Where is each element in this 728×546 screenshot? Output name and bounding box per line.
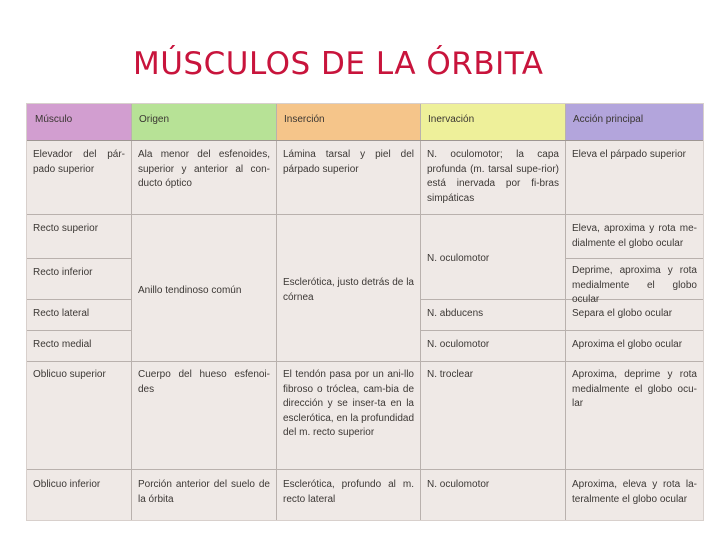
muscles-table [27,104,703,520]
musculo-cell: Oblicuo superior [33,369,106,380]
header-musculo-label: Músculo [35,114,73,125]
grid-line [27,361,703,362]
inervacion-cell: N. oculomotor; la capa profunda (m. tarsal supe-rior) está inervada por fi-bras simpáticas [427,149,559,204]
grid-line [276,104,277,520]
grid-line [565,104,566,520]
grid-line [27,214,703,215]
grid-line [27,258,131,259]
origen-cell: Anillo tendinoso común [138,285,242,296]
accion-cell: Aproxima, deprime y rota medialmente el globo ocu-lar [572,369,697,409]
accion-cell: Eleva el párpado superior [572,149,686,160]
origen-cell: Ala menor del esfenoides, superior y anterior al con-ducto óptico [138,149,270,189]
musculo-cell: Oblicuo inferior [33,479,101,490]
insercion-cell: Esclerótica, profundo al m. recto lateral [283,479,414,505]
musculo-cell: Recto medial [33,339,92,350]
header-inervacion-label: Inervación [428,114,475,125]
grid-line [27,469,703,470]
insercion-cell: Esclerótica, justo detrás de la córnea [283,277,414,303]
grid-line [27,299,131,300]
header-origen-label: Origen [139,114,170,125]
origen-cell: Cuerpo del hueso esfenoi-des [138,369,270,395]
header-accion-label: Acción principal [573,114,644,125]
accion-cell: Aproxima, eleva y rota la-teralmente el globo ocular [572,479,697,505]
grid-line [420,330,703,331]
header-musculo [27,104,131,140]
grid-line [27,140,703,141]
header-insercion [276,104,420,140]
header-accion [565,104,703,140]
accion-cell: Aproxima el globo ocular [572,339,683,350]
inervacion-cell: N. oculomotor [427,339,490,350]
grid-line [420,299,703,300]
grid-line [565,258,703,259]
accion-cell: Separa el globo ocular [572,308,673,319]
insercion-cell: El tendón pasa por un ani-llo fibroso o tróclea, cam-bia de dirección y se inser-ta en la esclerótica, en la profundidad del m. recto superior [283,369,414,438]
header-inervacion [420,104,565,140]
header-insercion-label: Inserción [284,114,325,125]
accion-cell: Deprime, aproxima y rota medialmente el globo ocular [572,265,697,305]
musculo-cell: Recto superior [33,223,99,234]
grid-line [27,330,131,331]
page-title: MÚSCULOS DE LA ÓRBITA [133,46,544,82]
inervacion-cell: N. oculomotor [427,253,490,264]
inervacion-cell: N. abducens [427,308,484,319]
grid-line [131,104,132,520]
origen-cell: Porción anterior del suelo de la órbita [138,479,270,505]
inervacion-cell: N. troclear [427,369,474,380]
musculo-cell: Recto lateral [33,308,90,319]
musculo-cell: Recto inferior [33,267,93,278]
insercion-cell: Lámina tarsal y piel del párpado superior [283,149,414,175]
accion-cell: Eleva, aproxima y rota me-dialmente el globo ocular [572,223,697,249]
header-origen [131,104,276,140]
musculo-cell: Elevador del pár-pado superior [33,149,125,175]
grid-line [420,104,421,520]
inervacion-cell: N. oculomotor [427,479,490,490]
